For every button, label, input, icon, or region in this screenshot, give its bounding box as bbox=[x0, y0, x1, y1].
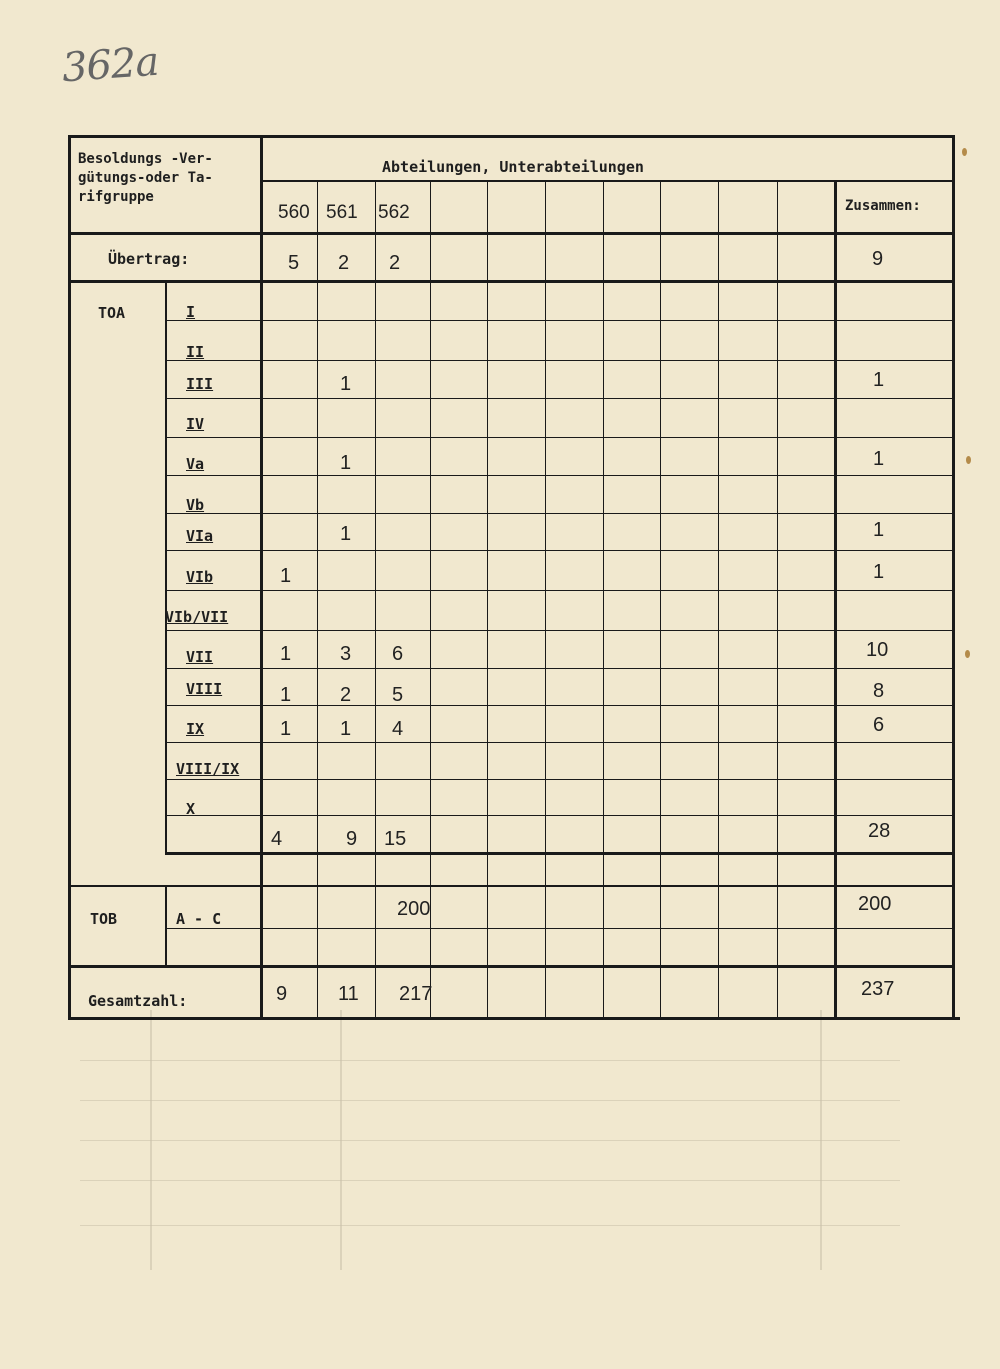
dept-562-label: 562 bbox=[378, 202, 410, 223]
grade-label-12: IX bbox=[186, 720, 205, 738]
department-column-rule bbox=[718, 182, 719, 1017]
tob-top-rule bbox=[68, 885, 955, 887]
grade-label-2: II bbox=[186, 343, 205, 361]
subtotal-561: 9 bbox=[346, 828, 358, 850]
tob-grade-label: A - C bbox=[176, 910, 222, 928]
subtotal-total: 28 bbox=[868, 820, 891, 842]
grade-label-9: VIb/VII bbox=[165, 608, 229, 626]
toa-560-12: 1 bbox=[280, 718, 292, 740]
toa-561-12: 1 bbox=[340, 718, 352, 740]
columns-title: Abteilungen, Unterabteilungen bbox=[382, 158, 644, 176]
carryover-total: 9 bbox=[872, 248, 884, 270]
grand-total-560: 9 bbox=[276, 983, 288, 1005]
grade-label-4: IV bbox=[186, 415, 205, 433]
toa-562-12: 4 bbox=[392, 718, 404, 740]
toa-562-11: 5 bbox=[392, 684, 404, 706]
row-rule bbox=[165, 590, 955, 591]
group-label: Besoldungs -Ver- gütungs-oder Ta- rifgruppe bbox=[78, 151, 213, 205]
dept-560-label: 560 bbox=[278, 202, 310, 223]
department-column-rule bbox=[660, 182, 661, 1017]
toa-total-5: 1 bbox=[873, 448, 885, 470]
row-rule bbox=[165, 475, 955, 476]
carryover-label: Übertrag: bbox=[108, 250, 190, 268]
row-rule bbox=[165, 360, 955, 361]
grade-label-11: VIII bbox=[186, 680, 223, 698]
toa-total-12: 6 bbox=[873, 714, 885, 736]
tob-grade-rule bbox=[165, 885, 167, 967]
department-column-rule bbox=[317, 182, 318, 1017]
toa-label: TOA bbox=[98, 304, 126, 322]
department-column-rule bbox=[487, 182, 488, 1017]
row-rule bbox=[165, 668, 955, 669]
table-border-bottom bbox=[68, 1017, 960, 1020]
dept-561-label: 561 bbox=[326, 202, 358, 223]
subtotal-rule bbox=[165, 852, 955, 855]
table-border-left bbox=[68, 135, 71, 1020]
grade-label-8: VIb bbox=[186, 568, 214, 586]
row-rule bbox=[165, 742, 955, 743]
department-column-rule bbox=[430, 182, 431, 1017]
toa-562-10: 6 bbox=[392, 643, 404, 665]
handwritten-page-number: 362a bbox=[60, 38, 160, 92]
carryover-560: 5 bbox=[288, 252, 300, 274]
tob-562: 200 bbox=[397, 898, 431, 920]
department-column-rule bbox=[545, 182, 546, 1017]
grade-label-13: VIII/IX bbox=[176, 760, 240, 778]
toa-561-11: 2 bbox=[340, 684, 352, 706]
toa-560-11: 1 bbox=[280, 684, 292, 706]
header-title-rule bbox=[260, 180, 955, 182]
grand-total-label: Gesamtzahl: bbox=[88, 992, 188, 1010]
grade-label-7: VIa bbox=[186, 527, 214, 545]
grade-label-1: I bbox=[186, 303, 196, 321]
subtotal-562: 15 bbox=[384, 828, 407, 850]
grade-label-6: Vb bbox=[186, 496, 205, 514]
grand-total-total: 237 bbox=[861, 978, 895, 1000]
carryover-bottom-rule bbox=[68, 280, 955, 283]
subtotal-560: 4 bbox=[271, 828, 283, 850]
toa-561-3: 1 bbox=[340, 373, 352, 395]
grade-label-5: Va bbox=[186, 455, 205, 473]
grade-label-10: VII bbox=[186, 648, 214, 666]
row-rule bbox=[165, 815, 955, 816]
header-bottom-rule bbox=[68, 232, 955, 235]
toa-561-10: 3 bbox=[340, 643, 352, 665]
tob-row-rule bbox=[165, 928, 955, 929]
toa-grade-rule bbox=[165, 280, 167, 855]
department-column-rule bbox=[375, 182, 376, 1017]
toa-560-8: 1 bbox=[280, 565, 292, 587]
tob-total: 200 bbox=[858, 893, 892, 915]
toa-total-11: 8 bbox=[873, 680, 885, 702]
toa-561-7: 1 bbox=[340, 523, 352, 545]
row-rule bbox=[165, 437, 955, 438]
toa-total-8: 1 bbox=[873, 561, 885, 583]
department-column-rule bbox=[603, 182, 604, 1017]
tob-label: TOB bbox=[90, 910, 118, 928]
carryover-562: 2 bbox=[389, 252, 401, 274]
row-rule bbox=[165, 630, 955, 631]
row-rule bbox=[165, 320, 955, 321]
total-label: Zusammen: bbox=[845, 198, 921, 214]
row-rule bbox=[165, 779, 955, 780]
carryover-561: 2 bbox=[338, 252, 350, 274]
toa-560-10: 1 bbox=[280, 643, 292, 665]
grand-total-561: 11 bbox=[338, 983, 359, 1005]
row-rule bbox=[165, 398, 955, 399]
grade-label-14: X bbox=[186, 800, 196, 818]
toa-total-3: 1 bbox=[873, 369, 885, 391]
row-rule bbox=[165, 550, 955, 551]
grand-total-rule bbox=[68, 965, 955, 968]
grade-label-3: III bbox=[186, 375, 214, 393]
toa-total-7: 1 bbox=[873, 519, 885, 541]
department-column-rule bbox=[777, 182, 778, 1017]
total-column-rule bbox=[834, 182, 837, 1017]
toa-561-5: 1 bbox=[340, 452, 352, 474]
toa-total-10: 10 bbox=[866, 639, 889, 661]
row-rule bbox=[165, 513, 955, 514]
table-border-top bbox=[68, 135, 955, 138]
grand-total-562: 217 bbox=[399, 983, 433, 1005]
